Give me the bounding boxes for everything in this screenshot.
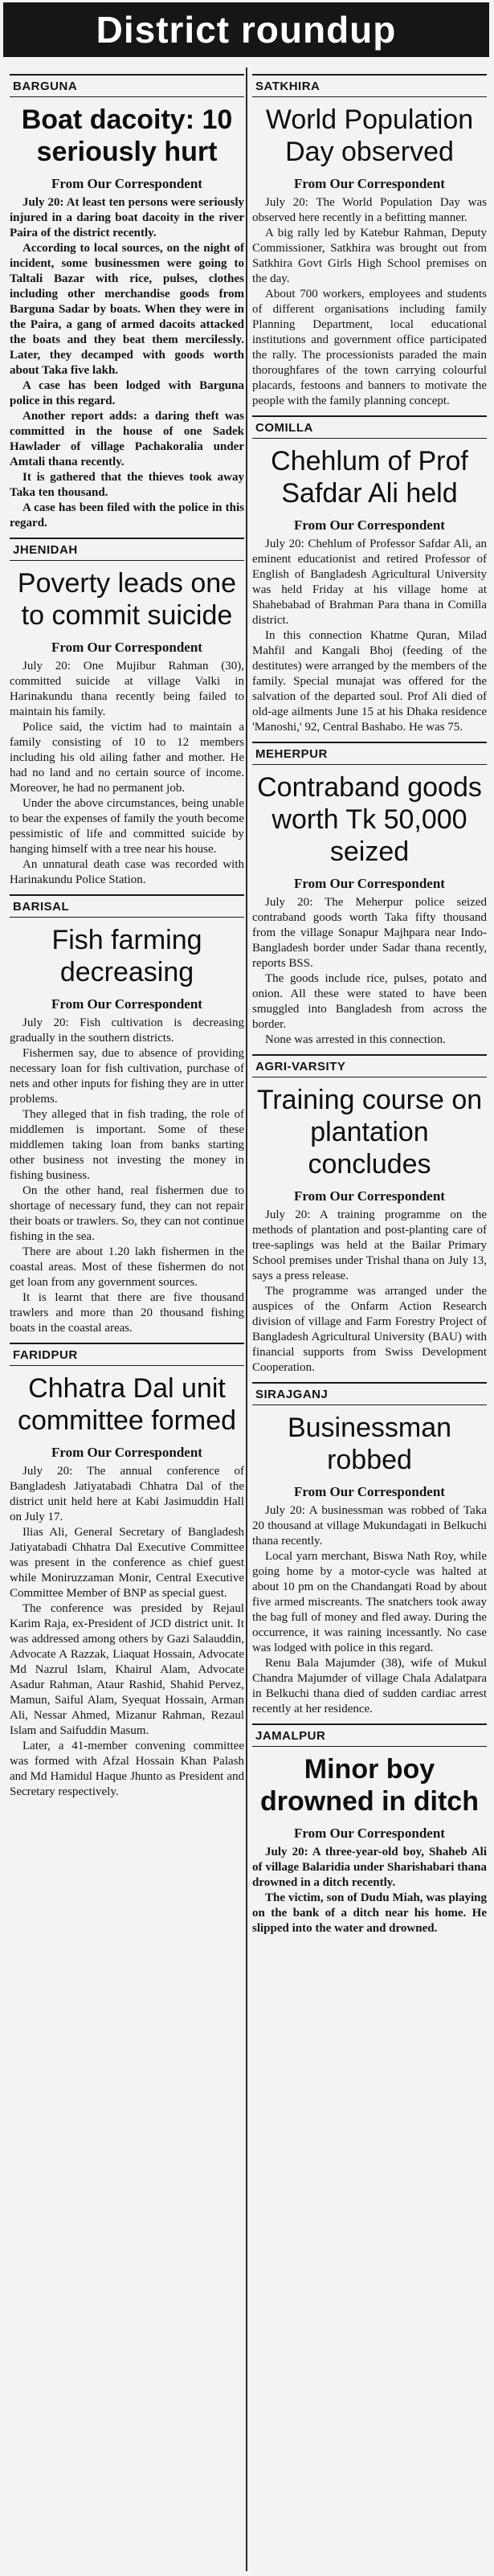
column-rule [246, 67, 247, 2571]
story-paragraph: There are about 1.20 lakh fishermen in the coastal areas. Most of these fishermen do not get loan from any government sources. [10, 1245, 244, 1289]
story-dateline: BARISAL [10, 894, 244, 918]
story-paragraph: July 20: Chehlum of Professor Safdar Ali, an eminent educationist and retired Professor of English of Bangladesh Agricultural University was held Friday at his village home at Shahebabad of Brahman Para thana in Comilla district. [252, 538, 487, 627]
news-story [252, 415, 487, 735]
story-paragraph: Another report adds: a daring theft was committed in the house of one Sadek Hawlader of village Pachakoralia under Amtali thana recently. [10, 410, 244, 468]
story-headline: Poverty leads one to commit suicide [17, 568, 237, 631]
story-paragraph: Local yarn merchant, Biswa Nath Roy, while going home by a motor-cycle was halted at about 10 pm on the Chandangati Road by about five armed miscreants. The snatchers took away the bag full of money and fled away. During the occurrence, it was raining incessantly. No case was lodged with police in this regard. [252, 1550, 487, 1654]
story-body [252, 895, 487, 1048]
story-headline: Contraband goods worth Tk 50,000 seized [257, 772, 482, 867]
story-body [252, 537, 487, 735]
story-paragraph: According to local sources, on the night of incident, some businessmen were going to Taltali Bazar with rice, pulses, clothes including other merchandise goods from Barguna Sadar by boats. When they were in the Paira, a gang of armed dacoits attacked the boats and they beat them mercilessly. Later, they decamped with goods worth about Taka five lakh. [10, 242, 244, 377]
story-dateline: JHENIDAH [10, 538, 244, 561]
story-paragraph: A case has been lodged with Barguna police in this regard. [10, 379, 244, 407]
story-byline: From Our Correspondent [294, 1826, 445, 1841]
story-dateline: FARIDPUR [10, 1343, 244, 1366]
story-dateline: AGRI-VARSITY [252, 1054, 487, 1077]
story-headline: Chehlum of Prof Safdar Ali held [271, 446, 468, 509]
story-headline: Boat dacoity: 10 seriously hurt [21, 104, 233, 167]
story-dateline: MEHERPUR [252, 742, 487, 765]
story-headline: Minor boy drowned in ditch [260, 1754, 479, 1817]
story-byline: From Our Correspondent [294, 517, 445, 533]
story-body [10, 1464, 244, 1800]
story-paragraph: On the other hand, real fishermen due to shortage of necessary fund, they can not repair their boats or trawlers. So, they can not continue fishing in the sea. [10, 1184, 244, 1243]
story-paragraph: Later, a 41-member convening committee was formed with Afzal Hossain Khan Palash and Md Hamidul Haque Jhunto as President and Secretary respectively. [10, 1740, 244, 1798]
story-body [252, 195, 487, 409]
story-headline: Training course on plantation concludes [256, 1085, 483, 1180]
news-story [252, 1723, 487, 1936]
story-paragraph: It is gathered that the thieves took away Taka ten thousand. [10, 471, 244, 499]
story-paragraph: A big rally led by Katebur Rahman, Deputy Commissioner, Satkhira was brought out from Satkhira Govt Girls High School premises on the day. [252, 227, 487, 285]
story-paragraph: Under the above circumstances, being unable to bear the expenses of family the youth become pessimistic of life and committed suicide by hanging himself with a tree near his house. [10, 797, 244, 856]
story-paragraph: The victim, son of Dudu Miah, was playing on the bank of a ditch near his home. He slipped into the water and drowned. [252, 1891, 487, 1935]
story-paragraph: In this connection Khatme Quran, Milad Mahfil and Kangali Bhoj (feeding of the destitutes) were arranged by the members of the family. Special munajat was offered for the salvation of the departed soul. Prof Ali died of old-age ailments June 15 at his Dhaka residence 'Manoshi,' 92, Central Bashabo. He was 75. [252, 629, 487, 734]
story-byline: From Our Correspondent [51, 176, 202, 191]
story-body [252, 1208, 487, 1376]
story-paragraph: A case has been filed with the police in this regard. [10, 501, 244, 530]
story-paragraph: July 20: The World Population Day was observed here recently in a befitting manner. [252, 196, 487, 224]
news-story [10, 894, 244, 1336]
right-column [252, 71, 487, 2571]
news-story [252, 1054, 487, 1376]
story-dateline: SATKHIRA [252, 74, 487, 97]
story-headline: Fish farming decreasing [51, 925, 202, 987]
story-paragraph: Fishermen say, due to absence of providing necessary loan for fish cultivation, purchase of nets and other inputs for fishing they are in utter problems. [10, 1047, 244, 1106]
story-headline: World Population Day observed [265, 104, 474, 167]
story-paragraph: The programme was arranged under the auspices of the Onfarm Action Research division of village and Farm Forestry Project of Bangladesh Agricultural University (BAU) with financial supports from Swiss Development Cooperation. [252, 1285, 487, 1374]
story-paragraph: July 20: A businessman was robbed of Taka 20 thousand at village Mukundagati in Belkuchi thana recently. [252, 1504, 487, 1548]
story-paragraph: They alleged that in fish trading, the role of middlemen is important. Some of these middlemen taking loan from banks starting other business not investing the money in fishing business. [10, 1108, 244, 1182]
news-story [252, 74, 487, 409]
story-dateline: COMILLA [252, 415, 487, 439]
story-paragraph: Renu Bala Majumder (38), wife of Mukul Chandra Majumder of village Chala Adalatpara in Belkuchi thana died of sudden cardiac arrest recently at her residence. [252, 1657, 487, 1715]
story-byline: From Our Correspondent [294, 1188, 445, 1204]
story-byline: From Our Correspondent [294, 876, 445, 891]
story-paragraph: It is learnt that there are five thousand trawlers and more than 20 thousand fishing boats in the coastal areas. [10, 1291, 244, 1335]
news-story [10, 74, 244, 531]
story-paragraph: The conference was presided by Rejaul Karim Raja, ex-President of JCD district unit. It was addressed among others by Gazi Salauddin, Advocate A Razzak, Liaquat Hossain, Advocate Md Nazrul Islam, Khairul Alam, Advocate Asadur Rahman, Ataur Rashid, Shahid Pervez, Mamun, Saiful Alam, Syequat Hossain, Arman Ali, Nessar Ahmed, Mizanur Rahman, Rezaul Islam and Saifuddin Masum. [10, 1602, 244, 1737]
story-paragraph: None was arrested in this connection. [265, 1033, 446, 1046]
story-paragraph: July 20: One Mujibur Rahman (30), committed suicide at village Valki in Harinakundu thana recently being failed to maintain his family. [10, 660, 244, 718]
story-paragraph: About 700 workers, employees and students of different organisations including family Planning Department, local educational institutions and government office participated the rally. The processionists paraded the main thoroughfares of the town carrying colourful placards, festoons and banners to motivate the people with the family planning concept. [252, 288, 487, 407]
story-paragraph: July 20: Fish cultivation is decreasing gradually in the southern districts. [10, 1016, 244, 1045]
story-body [10, 195, 244, 531]
news-story [252, 1382, 487, 1717]
story-byline: From Our Correspondent [294, 1484, 445, 1499]
story-paragraph: July 20: The Meherpur police seized contraband goods worth Taka fifty thousand from the village Sonapur Majhpara near Indo-Bangladesh border under Sadar thana recently, reports BSS. [252, 896, 487, 970]
story-headline: Businessman robbed [287, 1413, 452, 1475]
story-paragraph: An unnatural death case was recorded with Harinakundu Police Station. [10, 858, 244, 886]
story-paragraph: July 20: A training programme on the methods of plantation and post-planting care of tree-saplings was held at the Bailar Primary School premises under Trishal thana on July 13, says a press release. [252, 1208, 487, 1282]
story-paragraph: July 20: The annual conference of Bangladesh Jatiyatabadi Chhatra Dal of the district unit held here at Kabi Jasimuddin Hall on July 17. [10, 1465, 244, 1523]
story-byline: From Our Correspondent [294, 176, 445, 191]
story-dateline: SIRAJGANJ [252, 1382, 487, 1405]
section-banner: District roundup [3, 2, 489, 57]
news-story [10, 538, 244, 888]
story-paragraph: July 20: A three-year-old boy, Shaheb Ali of village Balaridia under Sharishabari thana drowned in a ditch recently. [252, 1846, 487, 1889]
left-column [10, 71, 244, 2571]
story-dateline: JAMALPUR [252, 1723, 487, 1747]
story-dateline: BARGUNA [10, 74, 244, 97]
story-body [10, 1016, 244, 1336]
news-story [252, 742, 487, 1048]
story-paragraph: July 20: At least ten persons were seriously injured in a daring boat dacoity in the river Paira of the district recently. [10, 196, 244, 239]
story-body [252, 1503, 487, 1717]
story-paragraph: The goods include rice, pulses, potato and onion. All these were stated to have been smuggled into Bangladesh from across the border. [252, 972, 487, 1031]
story-byline: From Our Correspondent [51, 640, 202, 655]
story-paragraph: Ilias Ali, General Secretary of Bangladesh Jatiyatabadi Chhatra Dal Executive Committee was present in the conference as chief guest while Moniruzzaman Monir, Central Executive Committee Member of BNP as special guest. [10, 1526, 244, 1600]
story-body [252, 1845, 487, 1936]
story-paragraph: Police said, the victim had to maintain a family consisting of 10 to 12 members including his old ailing father and mother. He had no land and no certain source of income. Moreover, he had no permanent job. [10, 721, 244, 795]
story-headline: Chhatra Dal unit committee formed [17, 1373, 237, 1436]
story-body [10, 659, 244, 888]
story-byline: From Our Correspondent [51, 1445, 202, 1460]
story-byline: From Our Correspondent [51, 996, 202, 1012]
news-story [10, 1343, 244, 1800]
